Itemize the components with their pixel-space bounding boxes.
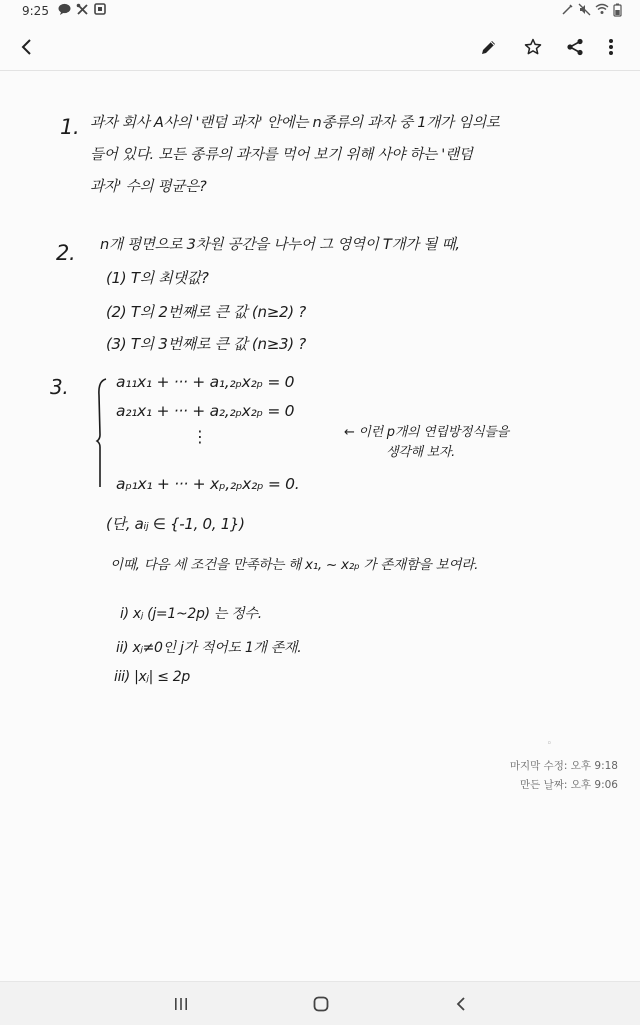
brace-mark <box>90 375 110 495</box>
problem-1-line-2: 들어 있다. 모든 종류의 과자를 먹어 보기 위해 사야 하는 '랜덤 <box>90 146 473 163</box>
edit-pencil-icon[interactable] <box>476 34 502 60</box>
note-canvas[interactable] <box>0 71 640 981</box>
more-vert-icon[interactable] <box>598 34 624 60</box>
wifi-icon <box>595 3 609 17</box>
equation-note-line-1: ← 이런 p개의 연립방정식들을 <box>344 425 509 440</box>
equation-row-1: a₁₁x₁ + ··· + a₁,₂ₚx₂ₚ = 0 <box>116 373 295 391</box>
coefficient-condition: (단, aᵢⱼ ∈ {-1, 0, 1}) <box>106 515 245 533</box>
problem-1-line-3: 과자' 수의 평균은? <box>90 178 207 195</box>
condition-1: i) xⱼ (j=1~2p) 는 정수. <box>120 606 262 622</box>
problem-2-number: 2. <box>56 241 76 265</box>
back-arrow-icon[interactable] <box>14 34 40 60</box>
equation-row-2: a₂₁x₁ + ··· + a₂,₂ₚx₂ₚ = 0 <box>116 402 295 420</box>
problem-3-number: 3. <box>50 375 69 399</box>
nav-bar <box>0 981 640 1025</box>
equation-dots: ⋮ <box>192 427 208 446</box>
problem-1-line-1: 과자 회사 A사의 '랜덤 과자' 안에는 n종류의 과자 중 1개가 임의로 <box>90 114 500 131</box>
last-modified: 마지막 수정: 오후 9:18 <box>509 760 618 772</box>
home-icon[interactable] <box>306 990 336 1018</box>
problem-1-number: 1. <box>60 115 80 139</box>
problem-2-line-1: n개 평면으로 3차원 공간을 나누어 그 영역이 T개가 될 때, <box>100 236 460 253</box>
battery-icon <box>613 3 622 17</box>
equation-note-line-2: 생각해 보자. <box>386 445 455 460</box>
problem-2-part-2: (2) T의 2번째로 큰 값 (n≥2) ? <box>106 303 306 321</box>
recent-apps-icon[interactable] <box>166 990 196 1018</box>
back-icon[interactable] <box>446 990 476 1018</box>
favorite-star-icon[interactable] <box>520 34 546 60</box>
app-bar <box>0 24 640 71</box>
equation-row-p: aₚ₁x₁ + ··· + xₚ,₂ₚx₂ₚ = 0. <box>116 475 300 493</box>
status-bar <box>0 0 640 24</box>
problem-2-part-3: (3) T의 3번째로 큰 값 (n≥3) ? <box>106 335 306 353</box>
meta-dot: ◦ <box>546 739 552 749</box>
problem-2-part-1: (1) T의 최댓값? <box>106 269 209 287</box>
screenshot-icon <box>94 3 106 16</box>
sound-mute-icon <box>578 3 591 17</box>
created-time: 만든 날짜: 오후 9:06 <box>520 779 618 791</box>
problem-3-statement: 이때, 다음 세 조건을 만족하는 해 x₁, ~ x₂ₚ 가 존재함을 보여라. <box>110 557 479 573</box>
status-time: 9:25 <box>22 4 49 18</box>
pen-mute-icon <box>561 3 574 17</box>
chat-bubble-icon <box>58 3 71 16</box>
share-icon[interactable] <box>562 34 588 60</box>
tools-icon <box>76 3 89 16</box>
condition-3: iii) |xⱼ| ≤ 2p <box>114 669 190 685</box>
condition-2: ii) xⱼ≠0인 j가 적어도 1개 존재. <box>116 640 302 656</box>
